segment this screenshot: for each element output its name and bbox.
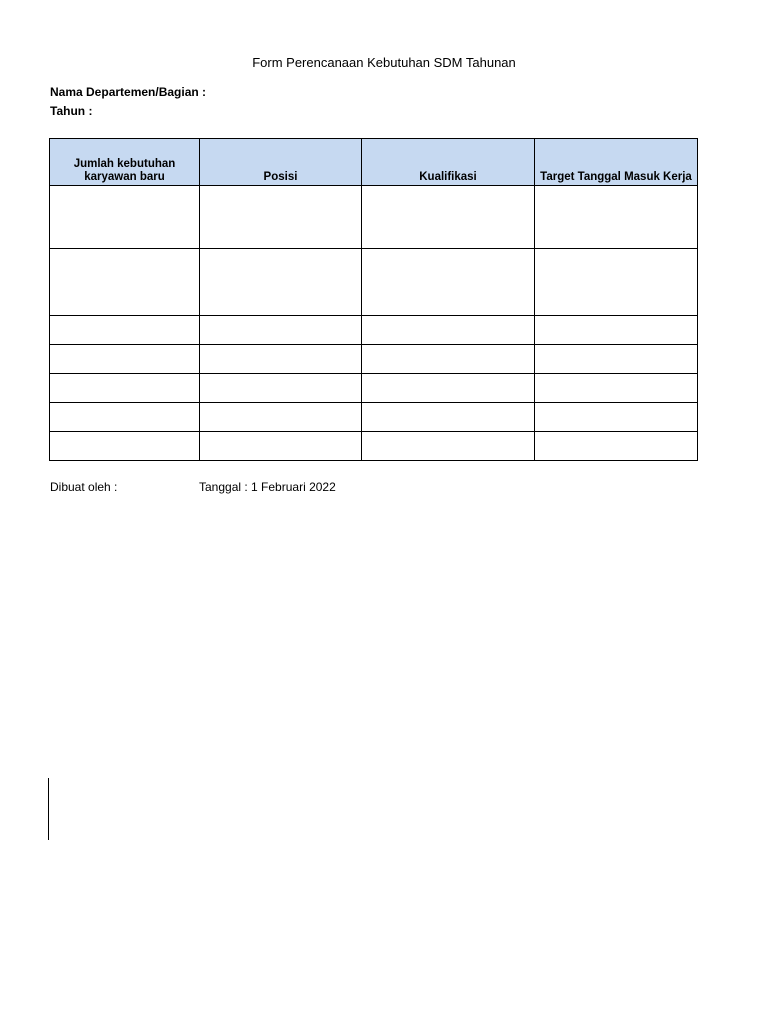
- table-cell[interactable]: [200, 374, 362, 403]
- table-cell[interactable]: [535, 345, 698, 374]
- department-label: Nama Departemen/Bagian :: [50, 85, 207, 99]
- date-label: Tanggal : 1 Februari 2022: [199, 480, 336, 494]
- table-row: [50, 316, 698, 345]
- table-cell[interactable]: [50, 374, 200, 403]
- table-cell[interactable]: [535, 316, 698, 345]
- table-cell[interactable]: [362, 345, 535, 374]
- table-cell[interactable]: [535, 249, 698, 316]
- table-cell[interactable]: [50, 403, 200, 432]
- table-row: [50, 374, 698, 403]
- table-cell[interactable]: [535, 186, 698, 249]
- planning-table: [49, 138, 698, 461]
- table-cell[interactable]: [200, 432, 362, 461]
- table-row: [50, 249, 698, 316]
- table-cell[interactable]: [200, 403, 362, 432]
- table-cell[interactable]: [362, 249, 535, 316]
- table-cell[interactable]: [535, 374, 698, 403]
- table-header-row: [50, 139, 698, 186]
- table-cell[interactable]: [50, 345, 200, 374]
- header-posisi: Posisi: [200, 139, 362, 186]
- table-cell[interactable]: [362, 374, 535, 403]
- table-row: [50, 432, 698, 461]
- table-cell[interactable]: [535, 403, 698, 432]
- table-cell[interactable]: [362, 403, 535, 432]
- year-label: Tahun :: [50, 104, 93, 118]
- table-row: [50, 345, 698, 374]
- header-jumlah: Jumlah kebutuhan karyawan baru: [50, 139, 200, 186]
- created-by-label: Dibuat oleh :: [50, 480, 118, 494]
- table-cell[interactable]: [50, 249, 200, 316]
- table-cell[interactable]: [200, 316, 362, 345]
- table-cell[interactable]: [200, 249, 362, 316]
- table-cell[interactable]: [362, 316, 535, 345]
- table-cell[interactable]: [535, 432, 698, 461]
- form-title: Form Perencanaan Kebutuhan SDM Tahunan: [252, 55, 516, 70]
- table-cell[interactable]: [50, 316, 200, 345]
- header-kualifikasi: Kualifikasi: [362, 139, 535, 186]
- text-cursor-line: [48, 778, 49, 840]
- table-row: [50, 186, 698, 249]
- table-row: [50, 403, 698, 432]
- table-cell[interactable]: [50, 186, 200, 249]
- table-cell[interactable]: [362, 432, 535, 461]
- table-cell[interactable]: [362, 186, 535, 249]
- table-cell[interactable]: [50, 432, 200, 461]
- header-target-tanggal: Target Tanggal Masuk Kerja: [535, 139, 698, 186]
- table-cell[interactable]: [200, 186, 362, 249]
- table-cell[interactable]: [200, 345, 362, 374]
